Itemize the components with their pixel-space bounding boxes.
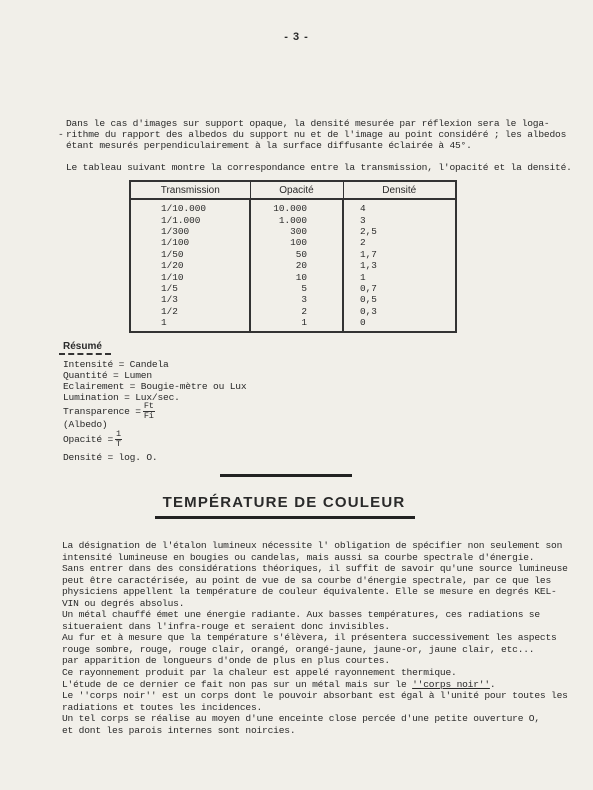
body-line: physiciens appellent la température de couleur équivalente. Elle se mesure en degrés KEL-	[62, 586, 557, 598]
resume-densite: Densité = log. O.	[63, 452, 158, 463]
resume-quantite: Quantité = Lumen	[63, 370, 152, 381]
body-line: L'étude de ce dernier ce fait non pas sur un métal mais sur le ''corps noir''.	[62, 678, 496, 690]
intro-line: étant mesurés perpendiculairement à la surface diffusante éclairée à 45°.	[66, 140, 472, 152]
table-row: 1/2 2 0,3	[130, 306, 456, 317]
intro-paragraph	[58, 118, 567, 152]
body-line: Sans entrer dans des considérations théoriques, il suffit de savoir qu'une source lumineuse	[62, 563, 568, 575]
body-paragraph	[62, 540, 568, 736]
body-line: Un métal chauffé émet une énergie radiante. Aux basses températures, ces radiations se	[62, 609, 540, 621]
body-line: Le ''corps noir'' est un corps dont le pouvoir absorbant est égal à l'unité pour toutes les	[62, 690, 568, 702]
table-row: 1/100 100 2	[130, 237, 456, 248]
resume-opacite: Opacité = $\frac{1}{T}$	[63, 429, 121, 449]
resume-lumination: Lumination = Lux/sec.	[63, 392, 180, 403]
body-line: Un tel corps se réalise au moyen d'une enceinte close percée d'une petite ouverture O,	[62, 713, 540, 725]
intro-line: - rithme du rapport des albedos du support nu et de l'image au point considéré ; les albedos	[58, 129, 567, 141]
header-transmission: Transmission	[130, 181, 250, 199]
body-line: et dont les parois internes sont noircies.	[62, 724, 296, 736]
resume-underline	[59, 353, 111, 355]
resume-title: Résumé	[63, 341, 102, 352]
section-heading: TEMPÉRATURE DE COULEUR	[162, 494, 406, 511]
table-header-row	[130, 181, 456, 199]
body-line: Ce rayonnement produit par la chaleur est appelé rayonnement thermique.	[62, 667, 457, 679]
transparence-fraction: $\frac{Ft}{Fi}$	[143, 401, 154, 421]
table-row: 1/10 10 1	[130, 271, 456, 282]
body-line: rouge sombre, rouge, rouge clair, orangé, orangé-jaune, jaune-or, jaune clair, etc...	[62, 643, 535, 655]
table-row: 1/3 3 0,5	[130, 294, 456, 305]
table-row: 1/1.000 1.000 3	[130, 214, 456, 225]
body-line: VIN ou degrés absolus.	[62, 597, 185, 609]
body-line: La désignation de l'étalon lumineux nécessite l' obligation de spécifier non seulement son	[62, 540, 563, 551]
table-row: 1 1 0	[130, 317, 456, 332]
table-row: 1/5 5 0,7	[130, 283, 456, 294]
body-line: peut être caractérisée, au point de vue de sa courbe d'énergie spectrale, par ce que les	[62, 574, 552, 586]
heading-underline	[155, 516, 415, 519]
correspondence-table	[129, 180, 457, 333]
table-row: 1/300 300 2,5	[130, 226, 456, 237]
body-line: par apparition de longueurs d'onde de plus en plus courtes.	[62, 655, 390, 667]
opacite-fraction: $\frac{1}{T}$	[116, 429, 121, 449]
resume-transparence: Transparence = $\frac{Ft}{Fi}$	[63, 401, 154, 421]
resume-eclairement: Eclairement = Bougie-mètre ou Lux	[63, 381, 247, 392]
intro-line: Dans le cas d'images sur support opaque, la densité mesurée par réflexion sera le loga-	[66, 118, 550, 129]
page-number: - 3 -	[284, 31, 309, 43]
corps-noir-underlined: ''corps noir''	[412, 678, 490, 690]
body-line: radiations et toutes les incidences.	[62, 701, 263, 713]
body-line: situeraient dans l'infra-rouge et seraient donc invisibles.	[62, 620, 390, 632]
table-row: 1/20 20 1,3	[130, 260, 456, 271]
resume-albedo: (Albedo)	[63, 419, 108, 430]
body-line: intensité lumineuse en bougies ou candelas, mais aussi sa courbe spectrale d'énergie.	[62, 551, 535, 563]
header-opacite: Opacité	[250, 181, 343, 199]
margin-mark: -	[58, 129, 64, 141]
header-densite: Densité	[343, 181, 456, 199]
table-row: 1/50 50 1,7	[130, 249, 456, 260]
table-row: 1/10.000 10.000 4	[130, 199, 456, 214]
body-line: Au fur et à mesure que la température s'élèvera, il présentera successivement les aspects	[62, 632, 557, 644]
resume-intensite: Intensité = Candela	[63, 359, 169, 370]
section-separator	[220, 474, 352, 477]
table-intro: Le tableau suivant montre la correspondance entre la transmission, l'opacité et la densité.	[66, 162, 572, 173]
